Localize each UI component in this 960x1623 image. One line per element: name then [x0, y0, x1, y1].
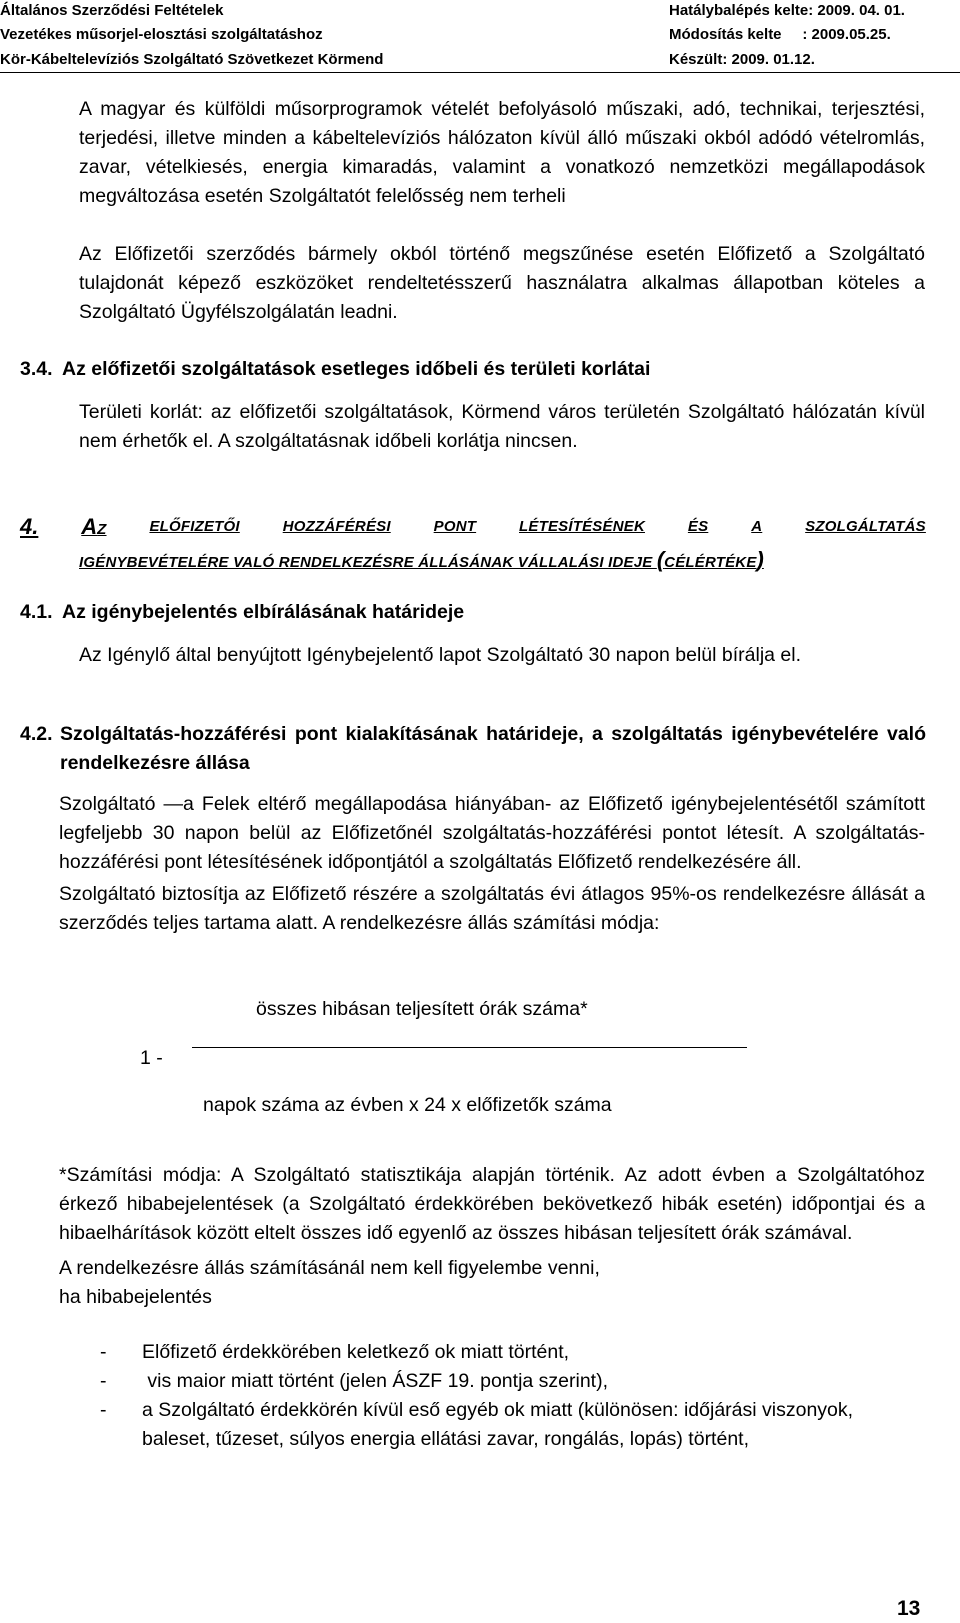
- list-item: - a Szolgáltató érdekkörén kívül eső egyéb ok miatt (különösen: időjárási viszonyok, baleset, tűzeset, súlyos energia ellátási zavar, rongálás, lopás) történt,: [100, 1399, 854, 1450]
- section-heading-4-2: [20, 720, 926, 778]
- list-item: - Előfizető érdekkörében keletkező ok miatt történt,: [100, 1341, 570, 1363]
- section-title: Szolgáltatás-hozzáférési pont kialakításának határideje, a szolgáltatás igénybevételére való rendelkezésre állása: [60, 723, 926, 774]
- exclusions-list: [100, 1338, 926, 1454]
- paragraph-calculation-method: *Számítási módja: A Szolgáltató statisztikája alapján történik. Az adott évben a Szolgáltatóhoz érkező hibabejelentések (a Szolgáltató érdekkörében bekövetkező hibák esetén) időpontjai és a hibaelhárítások között eltelt összes idő egyenlő az összes hibásan teljesített órák számával.: [59, 1164, 925, 1244]
- formula-denominator: napok száma az évben x 24 x előfizetők száma: [203, 1094, 612, 1116]
- paragraph-availability: Szolgáltató biztosítja az Előfizető részére a szolgáltatás évi átlagos 95%-os rendelkezésre állását a szerződés teljes tartama alatt. A rendelkezésre állás számítási módja:: [59, 883, 925, 934]
- header-company: Kör-Kábeltelevíziós Szolgáltató Szövetkezet Körmend: [0, 51, 384, 68]
- formula-fraction-bar: [192, 1047, 747, 1048]
- paragraph-access-point-setup: Szolgáltató —a Felek eltérő megállapodása hiányában- az Előfizető igénybejelentésétől számított legfeljebb 30 napon belül az Előfizetőnél szolgáltatás-hozzáférési pontot létesít. A szolgáltatás-hozzáférési pont létesítésének időpontjától a szolgáltatás Előfizető rendelkezésére áll.: [59, 793, 925, 873]
- header-modified-date: Módosítás kelte : 2009.05.25.: [669, 26, 891, 43]
- section-title: Az igénybejelentés elbírálásának határideje: [62, 601, 465, 623]
- list-item: - vis maior miatt történt (jelen ÁSZF 19. pontja szerint),: [100, 1370, 609, 1392]
- page-header: [0, 0, 960, 73]
- chapter-heading-4: 4. AZ ELŐFIZETŐI HOZZÁFÉRÉSI PONT LÉTESÍTÉSÉNEK ÉS A SZOLGÁLTATÁS IGÉNYBEVÉTELÉRE VALÓ RENDELKEZÉSRE ÁLLÁSÁNAK VÁLLALÁSI IDEJE (CÉLÉRTÉKE): [20, 514, 926, 572]
- paragraph-exclusions-intro: A rendelkezésre állás számításánál nem kell figyelembe venni, ha hibabejelentés: [59, 1257, 600, 1308]
- page-number: 13: [897, 1597, 921, 1620]
- header-doc-subtitle: Vezetékes műsorjel-elosztási szolgáltatáshoz: [0, 26, 323, 43]
- chapter-number: 4.: [20, 514, 39, 539]
- header-created-date: Készült: 2009. 01.12.: [669, 51, 815, 68]
- header-doc-title: Általános Szerződési Feltételek: [0, 2, 224, 19]
- formula-numerator: összes hibásan teljesített órák száma*: [256, 998, 588, 1020]
- section-number: 4.2.: [20, 723, 53, 745]
- section-number: 3.4.: [20, 358, 53, 380]
- formula-one-minus: 1 -: [140, 1047, 163, 1069]
- paragraph-request-evaluation: Az Igénylő által benyújtott Igénybejelentő lapot Szolgáltató 30 napon belül bírálja el.: [79, 644, 802, 666]
- section-number: 4.1.: [20, 601, 53, 623]
- section-heading-4-1: [20, 598, 464, 627]
- section-title: Az előfizetői szolgáltatások esetleges időbeli és területi korlátai: [62, 358, 651, 380]
- header-effective-date: Hatálybalépés kelte: 2009. 04. 01.: [669, 2, 905, 19]
- paragraph-equipment-return: Az Előfizetői szerződés bármely okból történő megszűnése esetén Előfizető a Szolgáltató tulajdonát képező eszközöket rendeltetésszerű használatra alkalmas állapotban köteles a Szolgáltató Ügyfélszolgálatán leadni.: [79, 243, 925, 323]
- section-heading-3-4: [20, 355, 650, 384]
- paragraph-territorial-limit: Területi korlát: az előfizetői szolgáltatások, Körmend város területén Szolgáltató hálózatán kívül nem érhetők el. A szolgáltatásnak időbeli korlátja nincsen.: [79, 401, 925, 452]
- paragraph-liability: A magyar és külföldi műsorprogramok vételét befolyásoló műszaki, adó, technikai, terjesztési, terjedési, illetve minden a kábeltelevíziós hálózaton kívül álló műszaki okból adódó vételromlás, zavar, vételkiesés, energia kimaradás, valamint a vonatkozó nemzetközi megállapodások megváltozása esetén Szolgáltatót felelősség nem terheli: [79, 98, 925, 207]
